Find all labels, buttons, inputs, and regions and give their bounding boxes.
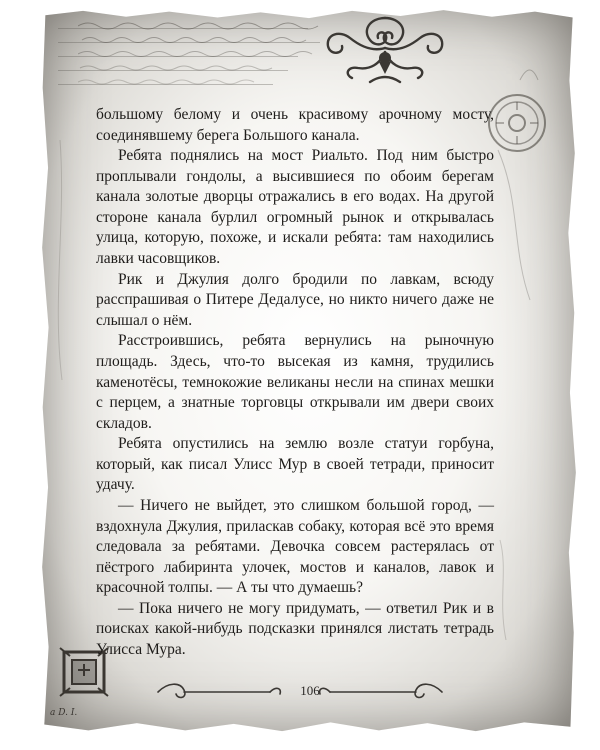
- corner-signature: a D. I.: [50, 708, 78, 718]
- paragraph: Ребята опустились на землю возле статуи горбуна, который, как писал Улисс Мур в своей тетради, приносит удачу.: [96, 435, 494, 494]
- page-number: 106: [300, 683, 320, 698]
- paragraph: большому белому и очень красивому арочному мосту, соединявшему берега Большого канала.: [96, 106, 494, 144]
- paragraph: Расстроившись, ребята вернулись на рыночную площадь. Здесь, что-то высекая из камня, трудились каменотёсы, темнокожие великаны несли на спинах мешки с перцем, а знатные торговцы открывали им двери своих складов.: [96, 332, 494, 432]
- page-footer: [150, 680, 450, 704]
- body-text: [96, 105, 494, 661]
- paragraph: Рик и Джулия долго бродили по лавкам, всюду расспрашивая о Питере Дедалусе, но никто ничего даже не слышал о нём.: [96, 270, 494, 329]
- paragraph: — Пока ничего не могу придумать, — ответил Рик и в поисках какой-нибудь подсказки принялся листать тетрадь Улисса Мура.: [96, 599, 494, 659]
- paragraph: Ребята поднялись на мост Риальто. Под ним быстро проплывали гондолы, а высившиеся по обоим берегам канала золотые дворцы отражались в его водах. На другой стороне канала бурлил огромный рынок и открывалась улица, которую, похоже, и искали ребята: там находились лавки часовщиков.: [96, 147, 494, 268]
- paragraph: — Ничего не выйдет, это слишком большой город, — вздохнула Джулия, приласкав собаку, которая всё это время следовала за ребятами. Девочка совсем растерялась от пёстрого лабиринта улочек, мостов и каналов, лавок и красочной толпы. — А ты что думаешь?: [96, 496, 494, 597]
